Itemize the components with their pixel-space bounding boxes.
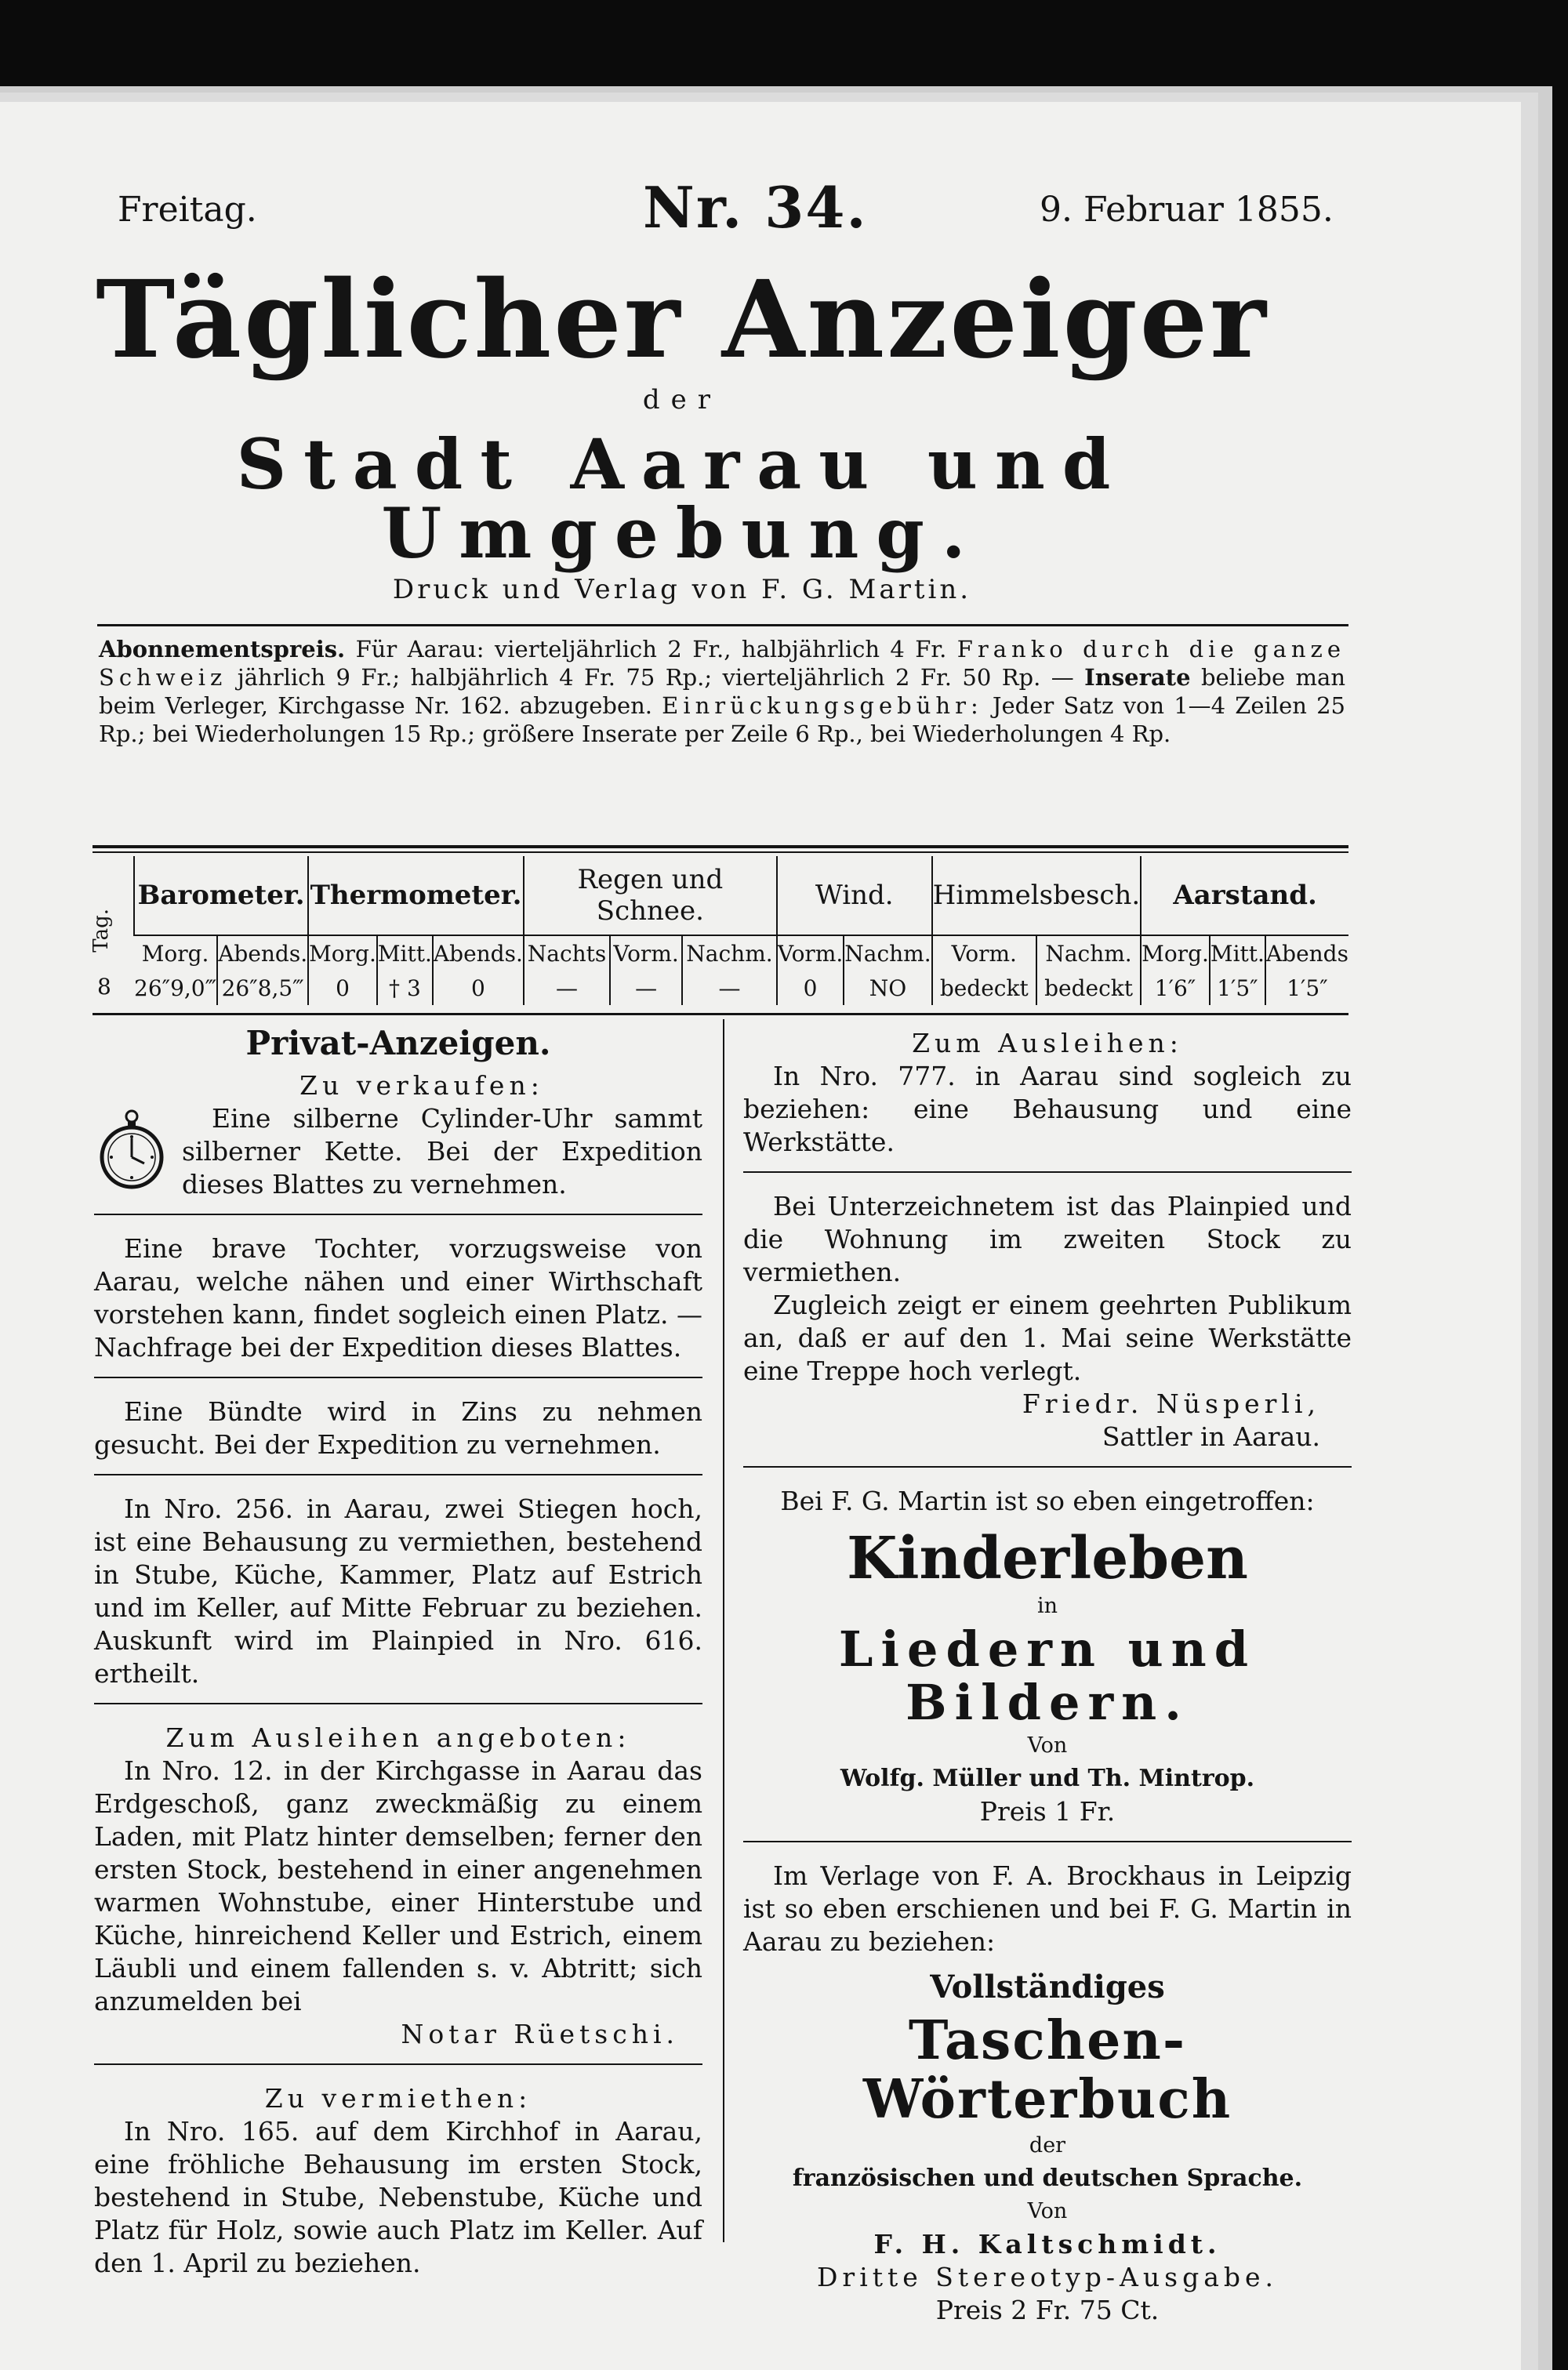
ad-text: Eine brave Tochter, vorzugsweise von Aarau, welche nähen und einer Wirthschaft vorstehen kann, findet sogleich einen Platz. — Nachfrage bei der Expedition dieses Blattes. [94,1233,702,1363]
header-wind: Wind. [777,856,932,935]
ad-title: Zum Ausleihen angeboten: [165,1722,631,1753]
sub-header: Mitt. [1210,935,1265,971]
weather-value: bedeckt [932,971,1036,1005]
book-authors: Wolfg. Müller und Th. Mintrop. [840,1765,1255,1793]
book-language: französischen und deutschen Sprache. [792,2164,1303,2192]
ad-title: Zu verkaufen: [299,1070,544,1101]
sub-header: Morg. [1141,935,1210,971]
issue-date: 9. Februar 1855. [1040,190,1334,230]
book-title: Taschen-Wörterbuch [862,2009,1232,2131]
book-der: der [1029,2132,1066,2158]
ad-title: Zu vermiethen: [264,2083,532,2114]
rule [93,1013,1348,1015]
sub-header: Morg. [308,935,377,971]
tag-value: 8 [97,974,111,1000]
private-ads-heading: Privat-Anzeigen. [245,1024,551,1062]
weather-value: † 3 [377,971,433,1005]
weather-value: — [682,971,777,1005]
issue-day: Freitag. [118,190,257,230]
ad-signature: Notar Rüetschi. [401,2019,679,2049]
book-intro: Bei F. G. Martin ist so eben eingetroffen: [780,1486,1315,1516]
publisher-line: Druck und Verlag von F. G. Martin. [392,574,972,605]
sub-header: Vorm. [610,935,682,971]
title-der: der [642,384,722,416]
book-author: F. H. Kaltschmidt. [873,2228,1221,2259]
weather-value: 0 [777,971,844,1005]
weather-value: — [610,971,682,1005]
subscription-fee-label: Einrückungsgebühr: [662,692,983,719]
ad-signature: Friedr. Nüsperli, [1022,1388,1320,1419]
sub-header: Nachm. [682,935,777,971]
book-in: in [1036,1593,1058,1618]
newspaper-subtitle: Stadt Aarau und Umgebung. [236,423,1128,574]
book-price: Preis 2 Fr. 75 Ct. [935,2294,1160,2325]
subscription-label: Abonnementspreis. [99,636,346,662]
book-pre: Vollständiges [930,1969,1165,2006]
weather-value: — [524,971,610,1005]
sub-header: Nachm. [1036,935,1141,971]
weather-value: 0 [433,971,524,1005]
subscription-text4: Jeder Satz von 1—4 Zeilen 25 Rp.; bei Wiederholungen 15 Rp.; größere Inserate per Zeile 6 Rp., bei Wiederholungen 4 Rp. [99,692,1345,747]
ad-separator [94,1474,702,1475]
rule [93,845,1348,848]
ad-text: In Nro. 777. in Aarau sind sogleich zu beziehen: eine Behausung und eine Werkstätte. [743,1061,1352,1157]
sub-header: Vorm. [777,935,844,971]
weather-value: NO [844,971,931,1005]
ad-separator [743,1171,1352,1173]
ad-separator [743,1466,1352,1468]
right-column [743,1027,1352,2327]
subscription-inserate: Inserate [1084,664,1191,691]
book-title: Kinderleben [847,1525,1248,1592]
header-rain-snow: Regen und Schnee. [524,856,777,935]
ad-text: Eine silberne Cylinder-Uhr sammt silberner Kette. Bei der Expedition dieses Blattes zu vernehmen. [182,1103,702,1200]
book-price: Preis 1 Fr. [979,1796,1116,1827]
ad-separator [94,1377,702,1378]
header-water-level: Aarstand. [1141,856,1348,935]
column-divider [723,1019,724,2242]
header-barometer: Barometer. [134,856,308,935]
ad-text: In Nro. 12. in der Kirchgasse in Aarau das Erdgeschoß, ganz zweckmäßig zu einem Laden, mit Platz hinter demselben; ferner den ersten Stock, bestehend in einer angenehmen warmen Wohnstube, einer Hinterstube und Küche, hinreichend Keller und Estrich, einem Läubli und einem fallenden s. v. Abtritt; sich anzumelden bei [94,1755,702,2016]
weather-value: 1′5″ [1210,971,1265,1005]
ad-separator [743,1841,1352,1842]
pocket-watch-icon [94,1109,169,1190]
issue-number: Nr. 34. [643,174,868,241]
subscription-text2: jährlich 9 Fr.; halbjährlich 4 Fr. 75 Rp.; vierteljährlich 2 Fr. 50 Rp. — [237,664,1074,691]
newspaper-title: Täglicher Anzeiger [96,257,1269,383]
weather-value: 0 [308,971,377,1005]
rule [97,624,1348,626]
ad-text: Bei Unterzeichnetem ist das Plainpied und die Wohnung im zweiten Stock zu vermiethen. [743,1191,1352,1287]
book-subtitle: Liedern und Bildern. [838,1620,1257,1731]
tag-column [89,856,134,1005]
weather-value: 1′5″ [1265,971,1348,1005]
ad-text: In Nro. 256. in Aarau, zwei Stiegen hoch, ist eine Behausung zu vermiethen, bestehend in Stube, Küche, Kammer, Platz auf Estrich und im Keller, auf Mitte Februar zu beziehen. Auskunft wird im Plainpied in Nro. 616. ertheilt. [94,1493,702,1689]
ad-separator [94,1703,702,1704]
sub-header: Abends. [217,935,308,971]
weather-value: 1′6″ [1141,971,1210,1005]
subscription-franko: Franko durch die ganze Schweiz [99,636,1345,691]
ad-separator [94,2063,702,2065]
ad-separator [94,1214,702,1215]
ad-title: Zum Ausleihen: [912,1028,1183,1058]
book-von: Von [1027,2198,1068,2223]
header-sky: Himmelsbesch. [932,856,1142,935]
book-von: Von [1027,1733,1068,1758]
subscription-text3: beliebe man beim Verleger, Kirchgasse Nr. 162. abzugeben. [99,664,1346,719]
subscription-info [99,635,1345,748]
left-column [94,1024,702,2280]
weather-value: bedeckt [1036,971,1141,1005]
sub-header: Nachts [524,935,610,971]
ad-signature: Sattler in Aarau. [1102,1421,1320,1452]
weather-table [89,856,1348,1005]
sub-header: Mitt. [377,935,433,971]
sub-header: Vorm. [932,935,1036,971]
ad-text: In Nro. 165. auf dem Kirchhof in Aarau, eine fröhliche Behausung im ersten Stock, bestehend in Stube, Nebenstube, Küche und Platz für Holz, sowie auch Platz im Keller. Auf den 1. April zu beziehen. [94,2116,702,2278]
sub-header: Abends. [433,935,524,971]
sub-header: Nachm. [844,935,931,971]
ad-text: Im Verlage von F. A. Brockhaus in Leipzig ist so eben erschienen und bei F. G. Martin in Aarau zu beziehen: [743,1860,1352,1958]
sub-header: Abends [1265,935,1348,971]
weather-value: 26″9,0‴ [134,974,217,1001]
ad-text: Zugleich zeigt er einem geehrten Publikum an, daß er auf den 1. Mai seine Werkstätte eine Treppe hoch verlegt. [743,1290,1352,1386]
rule [93,851,1348,853]
ad-text: Eine Bündte wird in Zins zu nehmen gesucht. Bei der Expedition zu vernehmen. [94,1396,702,1460]
book-edition: Dritte Stereotyp-Ausgabe. [816,2261,1279,2292]
subscription-text1: Für Aarau: vierteljährlich 2 Fr., halbjährlich 4 Fr. [355,636,947,662]
weather-value: 26″8,5‴ [217,971,308,1005]
newspaper-page [0,102,1521,2370]
sub-header: Morg. [134,935,217,971]
tag-label: Tag. [89,909,113,953]
header-thermometer: Thermometer. [308,856,524,935]
